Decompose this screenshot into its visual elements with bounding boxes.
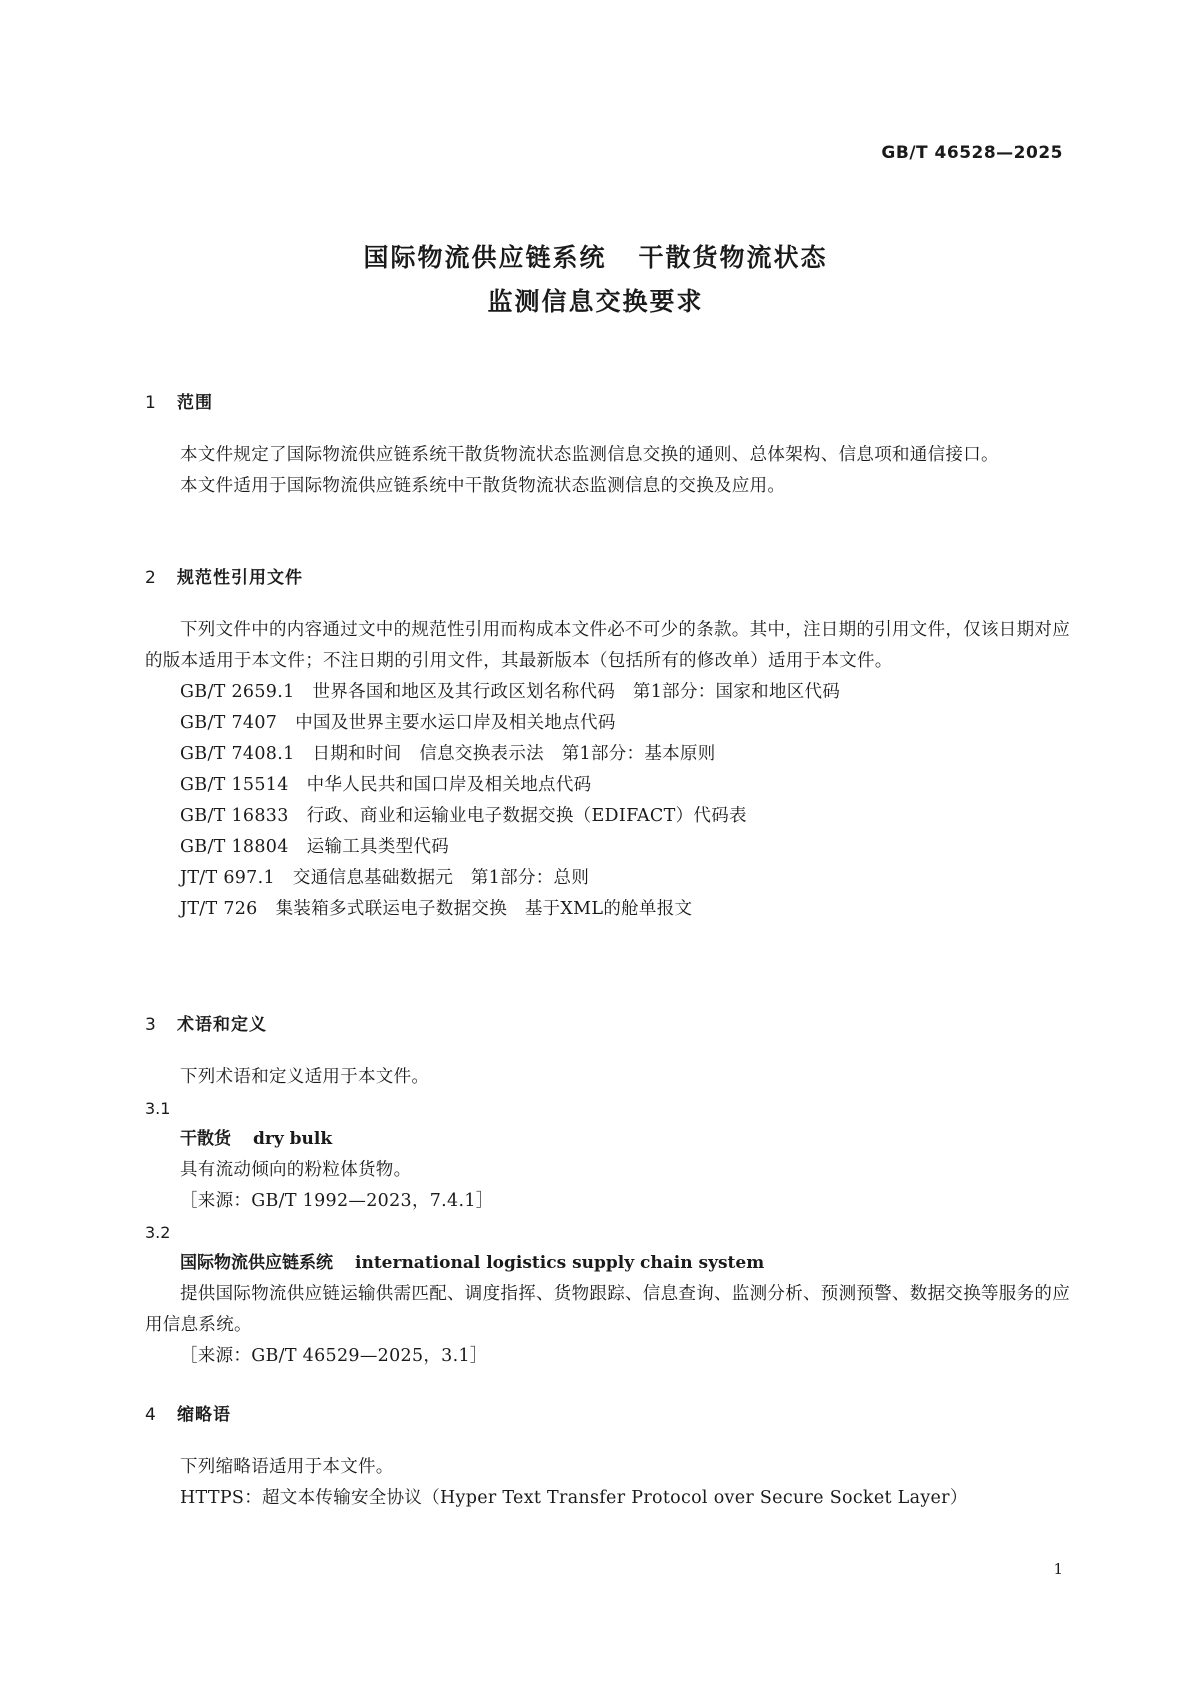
section-4-body — [145, 1452, 1070, 1514]
section-title: 缩略语 — [177, 1405, 231, 1425]
reference-item — [145, 708, 1070, 739]
section-2-heading — [145, 563, 303, 588]
reference-title: 交通信息基础数据元 第1部分：总则 — [292, 868, 590, 888]
section-3-body — [145, 1062, 1070, 1372]
reference-code: GB/T 16833 — [180, 806, 289, 826]
term-definition: 具有流动倾向的粉粒体货物。 — [180, 1160, 412, 1180]
title-line-1-part-2: 干散货物流状态 — [638, 243, 828, 272]
paragraph: 下列文件中的内容通过文中的规范性引用而构成本文件必不可少的条款。其中，注日期的引用文件，仅该日期对应的版本适用于本文件；不注日期的引用文件，其最新版本（包括所有的修改单）适用于本文件。 — [145, 620, 1070, 671]
section-title: 规范性引用文件 — [177, 568, 303, 588]
title-line-2: 监测信息交换要求 — [487, 287, 704, 316]
reference-title: 运输工具类型代码 — [306, 837, 450, 857]
paragraph: 本文件适用于国际物流供应链系统中干散货物流状态监测信息的交换及应用。 — [180, 476, 786, 496]
section-number: 2 — [145, 568, 157, 588]
title-line-1 — [0, 236, 1191, 280]
term-cn: 干散货 — [180, 1129, 231, 1149]
abbreviation-item: HTTPS：超文本传输安全协议（Hyper Text Transfer Protocol over Secure Socket Layer） — [180, 1488, 968, 1508]
term-source: ［来源：GB/T 46529—2025，3.1］ — [180, 1346, 488, 1366]
reference-title: 中华人民共和国口岸及相关地点代码 — [306, 775, 592, 795]
section-title: 范围 — [177, 393, 213, 413]
paragraph: 下列术语和定义适用于本文件。 — [180, 1067, 430, 1087]
term-entry-3-2 — [145, 1217, 1070, 1372]
title-line-1-part-1: 国际物流供应链系统 — [363, 243, 607, 272]
section-number: 3 — [145, 1015, 157, 1035]
section-number: 4 — [145, 1405, 157, 1425]
reference-code: JT/T 726 — [180, 899, 258, 919]
reference-code: GB/T 7407 — [180, 713, 278, 733]
term-number: 3.2 — [145, 1223, 171, 1242]
paragraph: 本文件规定了国际物流供应链系统干散货物流状态监测信息交换的通则、总体架构、信息项和通信接口。 — [180, 445, 999, 465]
reference-item — [145, 832, 1070, 863]
section-3-heading — [145, 1010, 267, 1035]
term-cn: 国际物流供应链系统 — [180, 1253, 333, 1273]
paragraph: 下列缩略语适用于本文件。 — [180, 1457, 394, 1477]
section-1-body — [145, 440, 1070, 502]
reference-title: 行政、商业和运输业电子数据交换（EDIFACT）代码表 — [306, 806, 747, 826]
term-name — [145, 1124, 1070, 1155]
reference-title: 日期和时间 信息交换表示法 第1部分：基本原则 — [312, 744, 716, 764]
term-name — [145, 1248, 1070, 1279]
term-en: international logistics supply chain system — [355, 1253, 765, 1273]
section-2-body — [145, 615, 1070, 925]
reference-title: 中国及世界主要水运口岸及相关地点代码 — [295, 713, 616, 733]
reference-code: GB/T 15514 — [180, 775, 289, 795]
reference-item — [145, 863, 1070, 894]
section-number: 1 — [145, 393, 157, 413]
reference-code: GB/T 18804 — [180, 837, 289, 857]
section-1-heading — [145, 388, 213, 413]
term-definition: 提供国际物流供应链运输供需匹配、调度指挥、货物跟踪、信息查询、监测分析、预测预警、数据交换等服务的应用信息系统。 — [145, 1284, 1070, 1335]
section-title: 术语和定义 — [177, 1015, 267, 1035]
reference-title: 集装箱多式联运电子数据交换 基于XML的舱单报文 — [275, 899, 693, 919]
reference-item — [145, 770, 1070, 801]
reference-code: GB/T 2659.1 — [180, 682, 295, 702]
reference-item — [145, 894, 1070, 925]
term-source: ［来源：GB/T 1992—2023，7.4.1］ — [180, 1191, 494, 1211]
reference-item — [145, 739, 1070, 770]
reference-item — [145, 801, 1070, 832]
reference-item — [145, 677, 1070, 708]
standard-number: GB/T 46528—2025 — [881, 143, 1063, 163]
reference-title: 世界各国和地区及其行政区划名称代码 第1部分：国家和地区代码 — [312, 682, 841, 702]
section-4-heading — [145, 1400, 231, 1425]
reference-code: GB/T 7408.1 — [180, 744, 295, 764]
reference-code: JT/T 697.1 — [180, 868, 275, 888]
page-number: 1 — [1053, 1560, 1063, 1578]
term-en: dry bulk — [253, 1129, 333, 1149]
document-title — [0, 236, 1191, 324]
term-number: 3.1 — [145, 1099, 171, 1118]
term-entry-3-1 — [145, 1093, 1070, 1217]
